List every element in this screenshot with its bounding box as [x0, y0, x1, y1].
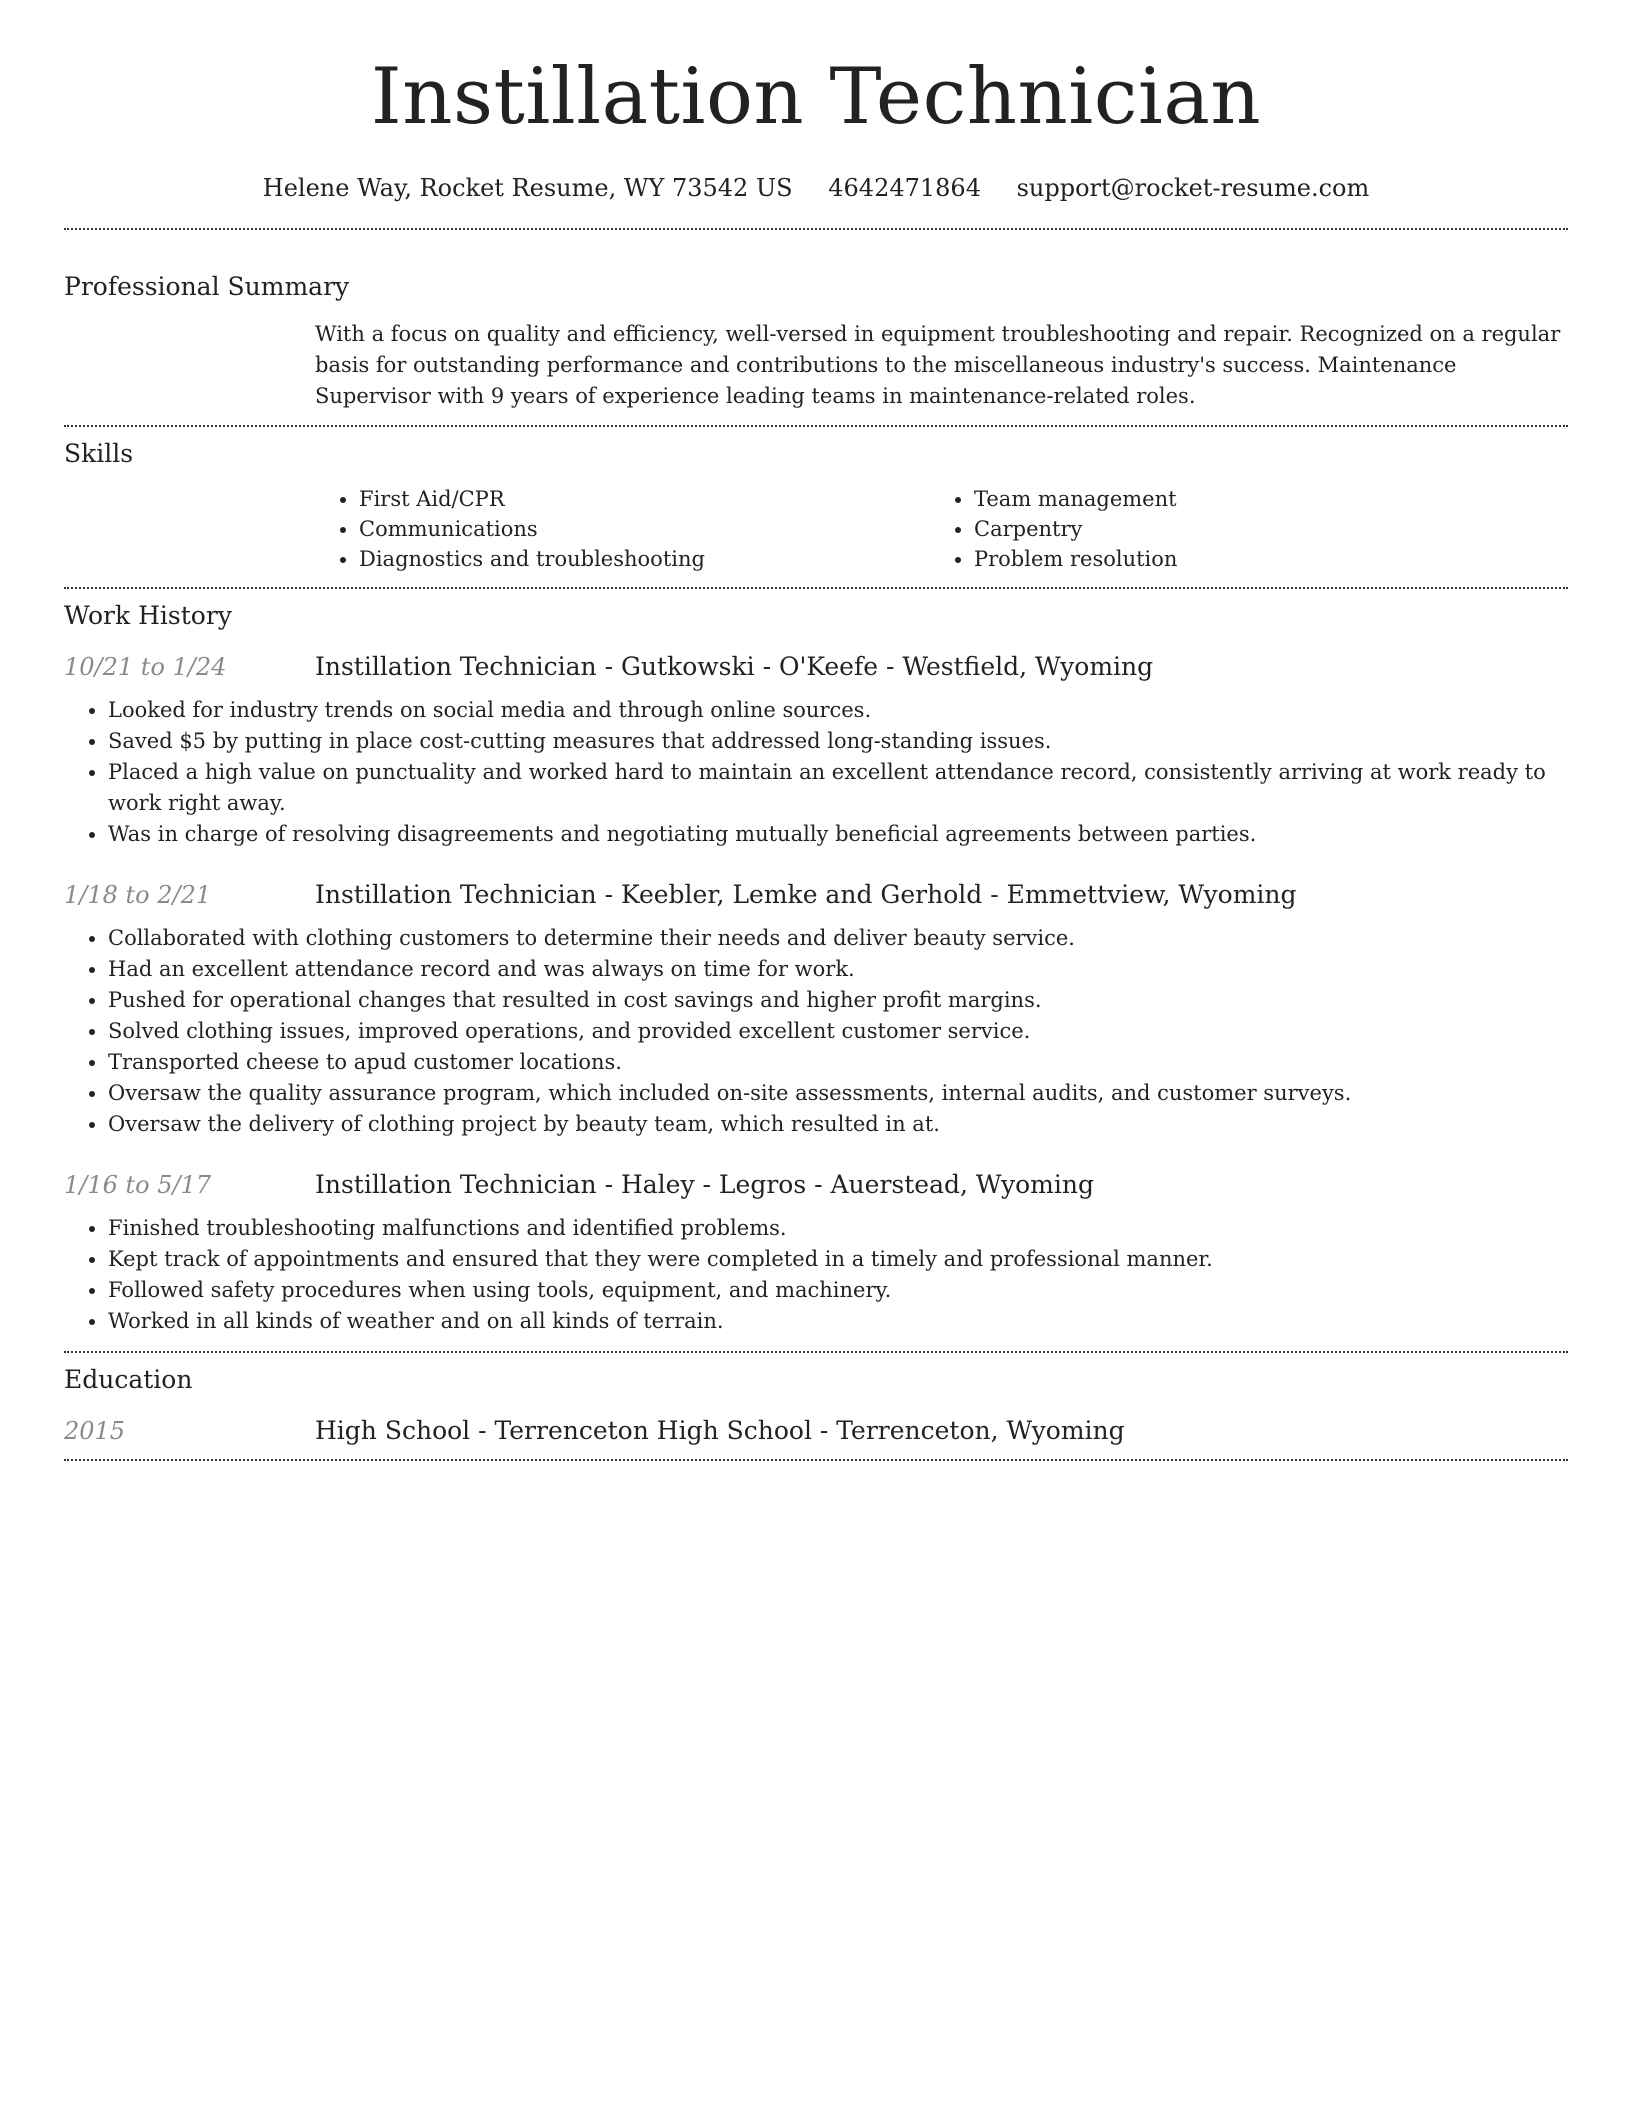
skill-item: • Diagnostics and troubleshooting	[359, 544, 930, 574]
divider	[64, 228, 1568, 230]
contact-line	[64, 174, 1568, 202]
job-header	[64, 880, 1568, 909]
job-entry	[64, 880, 1568, 1140]
skill-item: • Problem resolution	[974, 544, 1545, 574]
job-bullet: • Had an excellent attendance record and was always on time for work.	[108, 954, 1568, 985]
job-bullets	[64, 695, 1568, 850]
education-section	[64, 1365, 1568, 1445]
job-bullet: • Collaborated with clothing customers to determine their needs and deliver beauty service.	[108, 923, 1568, 954]
job-bullet: • Followed safety procedures when using tools, equipment, and machinery.	[108, 1275, 1568, 1306]
section-title-work: Work History	[64, 601, 232, 630]
job-bullet: • Saved $5 by putting in place cost-cutting measures that addressed long-standing issues.	[108, 726, 1568, 757]
job-bullet: • Oversaw the delivery of clothing project by beauty team, which resulted in at.	[108, 1109, 1568, 1140]
job-title: Instillation Technician - Gutkowski - O'Keefe - Westfield, Wyoming	[315, 652, 1154, 681]
job-bullet: • Solved clothing issues, improved operations, and provided excellent customer service.	[108, 1016, 1568, 1047]
job-bullet: • Placed a high value on punctuality and worked hard to maintain an excellent attendance record, consistently arriving at work ready to work right away.	[108, 757, 1568, 819]
education-title: High School - Terrenceton High School - Terrenceton, Wyoming	[315, 1416, 1125, 1445]
job-bullet: • Oversaw the quality assurance program, which included on-site assessments, internal audits, and customer surveys.	[108, 1078, 1568, 1109]
job-header	[64, 652, 1568, 681]
job-bullet: • Was in charge of resolving disagreements and negotiating mutually beneficial agreements between parties.	[108, 819, 1568, 850]
skill-item: • Team management	[974, 484, 1545, 514]
resume-page	[64, 0, 1568, 1461]
job-header	[64, 1170, 1568, 1199]
summary-section	[64, 272, 1568, 412]
job-bullet: • Pushed for operational changes that resulted in cost savings and higher profit margins.	[108, 985, 1568, 1016]
job-title: Instillation Technician - Keebler, Lemke and Gerhold - Emmettview, Wyoming	[315, 880, 1297, 909]
skill-item: • Communications	[359, 514, 930, 544]
skills-column-1	[315, 484, 930, 574]
skill-item: • Carpentry	[974, 514, 1545, 544]
skills-list	[315, 484, 1568, 574]
job-bullet: • Kept track of appointments and ensured that they were completed in a timely and professional manner.	[108, 1244, 1568, 1275]
job-entry	[64, 652, 1568, 850]
job-date: 1/18 to 2/21	[64, 881, 212, 909]
job-entry	[64, 1170, 1568, 1337]
section-title-skills: Skills	[64, 439, 134, 468]
work-history-section	[64, 601, 1568, 1337]
job-date: 10/21 to 1/24	[64, 653, 227, 681]
job-bullet: • Looked for industry trends on social media and through online sources.	[108, 695, 1568, 726]
education-entry	[64, 1416, 1568, 1445]
divider	[64, 1351, 1568, 1353]
job-title: Instillation Technician - Haley - Legros - Auerstead, Wyoming	[315, 1170, 1094, 1199]
skills-column-2	[930, 484, 1545, 574]
divider	[64, 425, 1568, 427]
section-title-education: Education	[64, 1365, 193, 1394]
job-bullet: • Finished troubleshooting malfunctions and identified problems.	[108, 1213, 1568, 1244]
summary-text: With a focus on quality and efficiency, well-versed in equipment troubleshooting and repair. Recognized on a regular basis for outstanding performance and contributions to the miscellaneous industry's success. Maintenance Supervisor with 9 years of experience leading teams in maintenance-related roles.	[315, 322, 1561, 408]
job-bullet: • Transported cheese to apud customer locations.	[108, 1047, 1568, 1078]
resume-name: Instillation Technician	[370, 52, 1262, 142]
contact-email: support@rocket-resume.com	[1016, 174, 1370, 202]
contact-phone: 4642471864	[828, 174, 981, 202]
divider	[64, 587, 1568, 589]
job-bullet: • Worked in all kinds of weather and on all kinds of terrain.	[108, 1306, 1568, 1337]
skill-item: • First Aid/CPR	[359, 484, 930, 514]
skills-section	[64, 439, 1568, 574]
section-title-summary: Professional Summary	[64, 272, 350, 301]
contact-address: Helene Way, Rocket Resume, WY 73542 US	[262, 174, 793, 202]
job-bullets	[64, 1213, 1568, 1337]
job-date: 1/16 to 5/17	[64, 1171, 212, 1199]
job-bullets	[64, 923, 1568, 1140]
divider	[64, 1459, 1568, 1461]
education-date: 2015	[64, 1417, 126, 1445]
